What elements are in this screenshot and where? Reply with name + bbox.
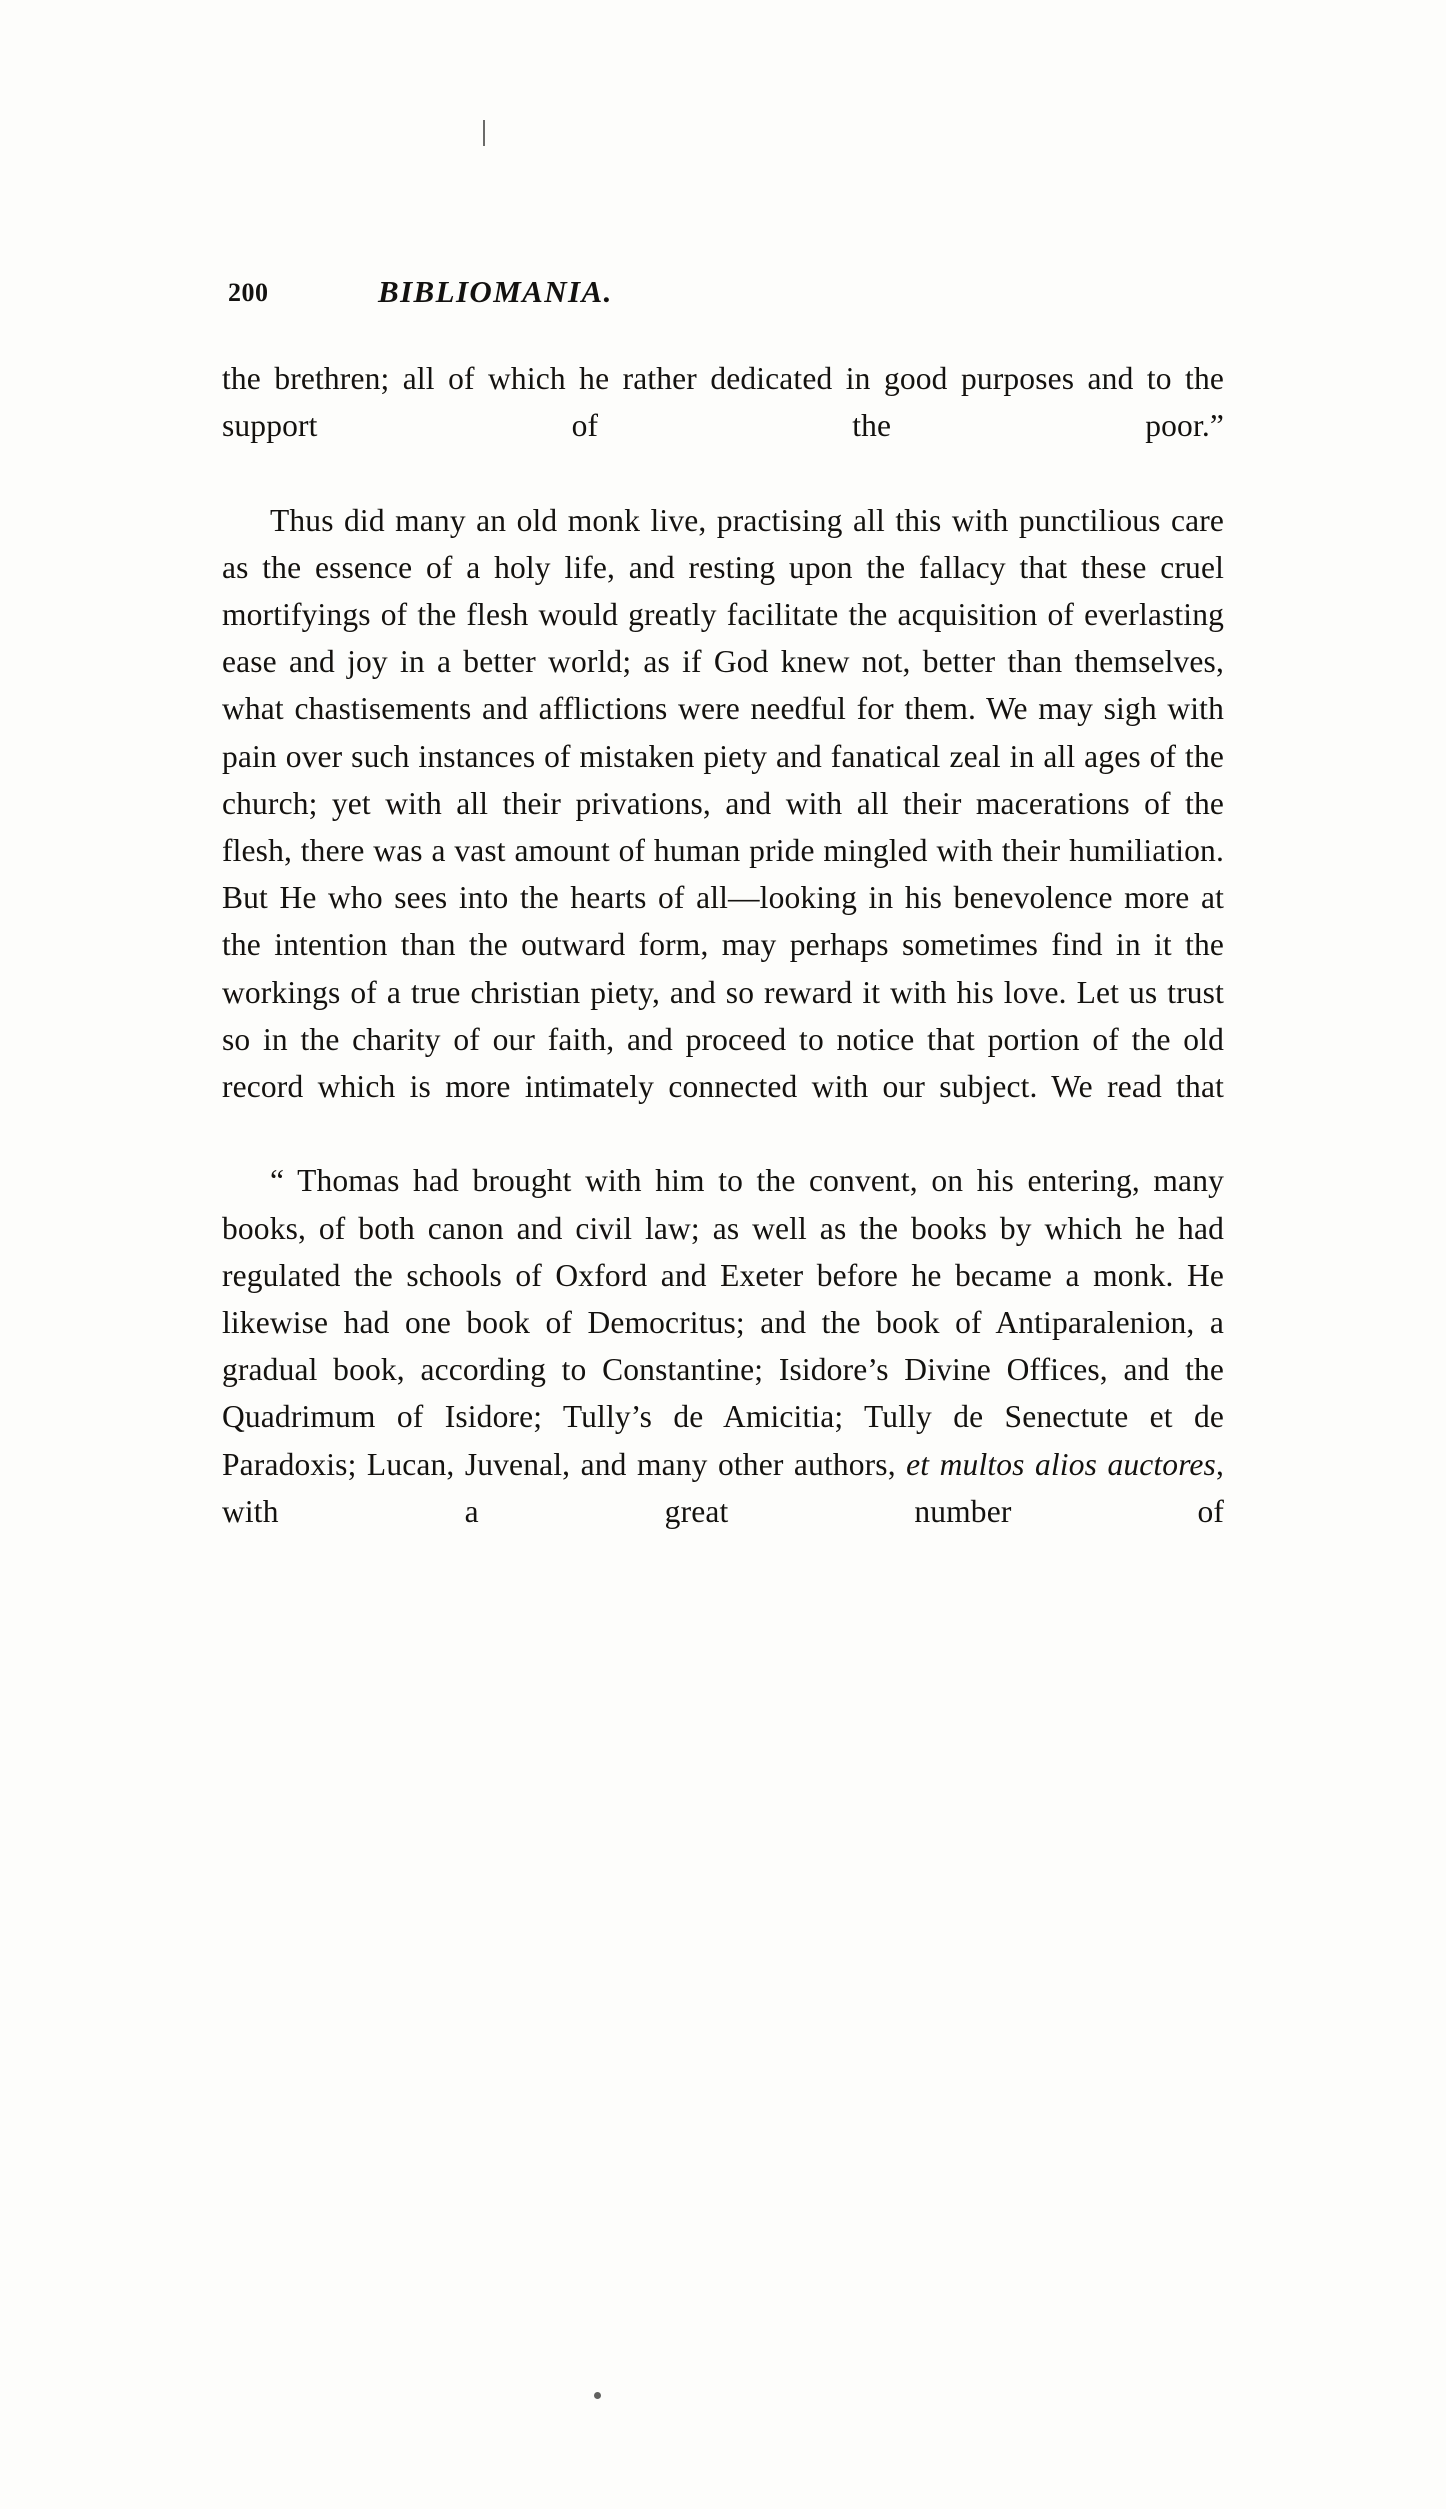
latin-phrase: et multos alios auctores <box>906 1446 1216 1482</box>
top-margin-mark <box>483 120 485 146</box>
bottom-margin-mark <box>594 2392 601 2399</box>
quotation-text-last: , with a great number of <box>222 1446 1225 1529</box>
paragraph-thus-did-many: Thus did many an old monk live, practising all this with punctilious care as the essence of a holy life, and resting upon the fallacy that these cruel mortifyings of the flesh would greatly facilitate the acquisition of everlasting ease and joy in a better world; as if God knew not, better than themselves, what chastisements and afflictions were needful for them. We may sigh with pain over such instances of mistaken piety and fanatical zeal in all ages of the church; yet with all their privations, and with all their macerations of the flesh, there was a vast amount of human pride mingled with their humiliation. But He who sees into the hearts of all—looking in his benevolence more at the intention than the outward form, may perhaps sometimes find in it the workings of a true christian piety, and so reward it with his love. Let us trust so in the charity of our faith, and proceed to notice that portion of the old record which is more intimately connected with our subject. We read that <box>222 502 1224 1105</box>
body-text <box>222 355 1224 1582</box>
page-header <box>228 274 1228 318</box>
paragraph-quotation-thomas <box>222 1157 1224 1582</box>
page-number: 200 <box>228 278 269 307</box>
running-title: BIBLIOMANIA. <box>378 274 613 309</box>
paragraph-continuation: the brethren; all of which he rather dedicated in good purposes and to the support of the poor.” <box>222 361 1224 444</box>
quotation-text-first: “ Thomas had brought with him to the convent, on his entering, many books, of both canon and civil law; as well as the books by which he had regulated the schools of Oxford and Exeter before he became a monk. He likewise had one book of Democritus; and the book of Antiparalenion, a gradual book, according to Constantine; Isidore’s Divine Offices, and the Quadrimum of Isidore; Tully’s de Amicitia; Tully de Senectute et de Paradoxis; Lucan, Juvenal, and many other authors, <box>222 1163 1224 1482</box>
